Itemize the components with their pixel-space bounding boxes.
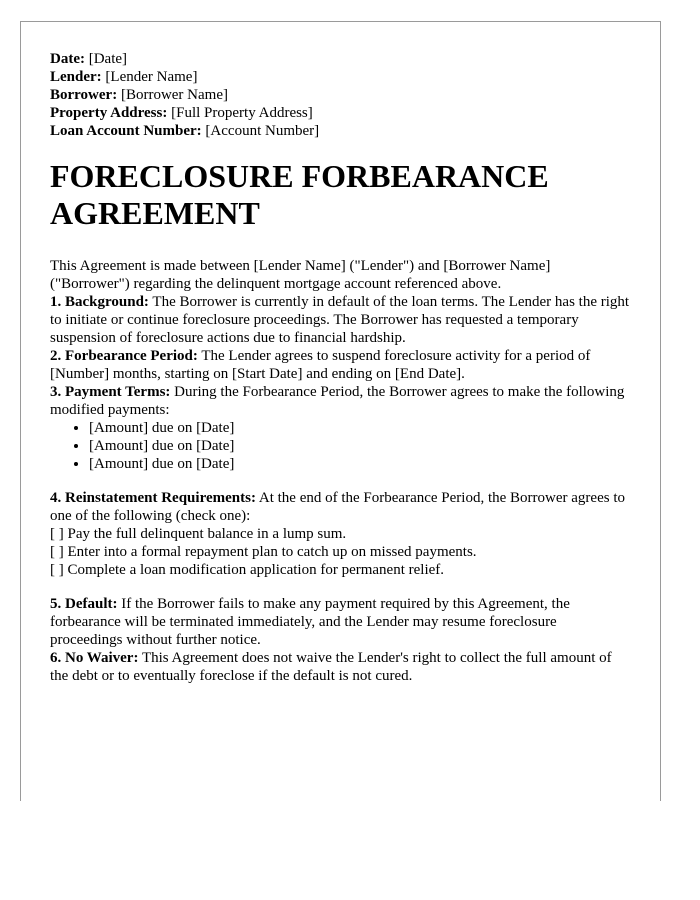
section-forbearance-period — [50, 347, 632, 383]
section-heading: 5. Default: — [50, 596, 118, 612]
date-label: Date: — [50, 51, 85, 67]
option-item: [ ] Complete a loan modification application for permanent relief. — [50, 562, 445, 578]
date-value: [Date] — [88, 51, 128, 67]
property-line — [50, 104, 632, 122]
property-value: [Full Property Address] — [171, 105, 313, 121]
account-line — [50, 122, 632, 140]
section-heading: 2. Forbearance Period: — [50, 348, 198, 364]
section-text: The Lender agrees to suspend foreclosure activity for a period of [Number] months, starting on [Start Date] and ending on [End Date]. — [50, 348, 591, 382]
intro-paragraph: This Agreement is made between [Lender Name] ("Lender") and [Borrower Name] ("Borrower") regarding the delinquent mortgage account referenced above. — [50, 258, 551, 292]
option-item: [ ] Pay the full delinquent balance in a lump sum. — [50, 526, 347, 542]
section-heading: 6. No Waiver: — [50, 650, 139, 666]
lender-label: Lender: — [50, 69, 102, 85]
payment-list — [50, 419, 632, 473]
document-title: FORECLOSURE FORBEARANCE AGREEMENT — [50, 158, 549, 231]
section-text: The Borrower is currently in default of the loan terms. The Lender has the right to initiate or continue foreclosure proceedings. The Borrower has requested a temporary suspension of foreclosure actions due to financial hardship. — [50, 294, 630, 346]
section-text: If the Borrower fails to make any payment required by this Agreement, the forbearance will be terminated immediately, and the Lender may resume foreclosure proceedings without further notice. — [50, 596, 570, 648]
option-item: [ ] Enter into a formal repayment plan to catch up on missed payments. — [50, 544, 477, 560]
section-no-waiver — [50, 649, 632, 685]
section-default — [50, 595, 632, 649]
lender-line — [50, 68, 632, 86]
list-item: • [Amount] due on [Date] — [89, 455, 632, 473]
date-line — [50, 50, 632, 68]
account-label: Loan Account Number: — [50, 123, 202, 139]
property-label: Property Address: — [50, 105, 168, 121]
section-text: During the Forbearance Period, the Borrower agrees to make the following modified payments: — [50, 384, 625, 418]
section-heading: 1. Background: — [50, 294, 149, 310]
list-item: • [Amount] due on [Date] — [89, 437, 632, 455]
agreement-document — [20, 21, 661, 801]
borrower-label: Borrower: — [50, 87, 118, 103]
section-background — [50, 293, 632, 347]
borrower-value: [Borrower Name] — [120, 87, 228, 103]
section-text: This Agreement does not waive the Lender's right to collect the full amount of the debt or to eventually foreclose if the default is not cured. — [50, 650, 612, 684]
borrower-line — [50, 86, 632, 104]
section-heading: 4. Reinstatement Requirements: — [50, 490, 256, 506]
parties-block — [50, 68, 632, 140]
section-payment-terms — [50, 383, 632, 419]
list-item: • [Amount] due on [Date] — [89, 419, 632, 437]
account-value: [Account Number] — [205, 123, 320, 139]
section-text: At the end of the Forbearance Period, the Borrower agrees to one of the following (check one): — [50, 490, 625, 524]
section-reinstatement — [50, 489, 632, 525]
lender-value: [Lender Name] — [105, 69, 198, 85]
section-heading: 3. Payment Terms: — [50, 384, 171, 400]
reinstatement-options — [50, 525, 632, 579]
